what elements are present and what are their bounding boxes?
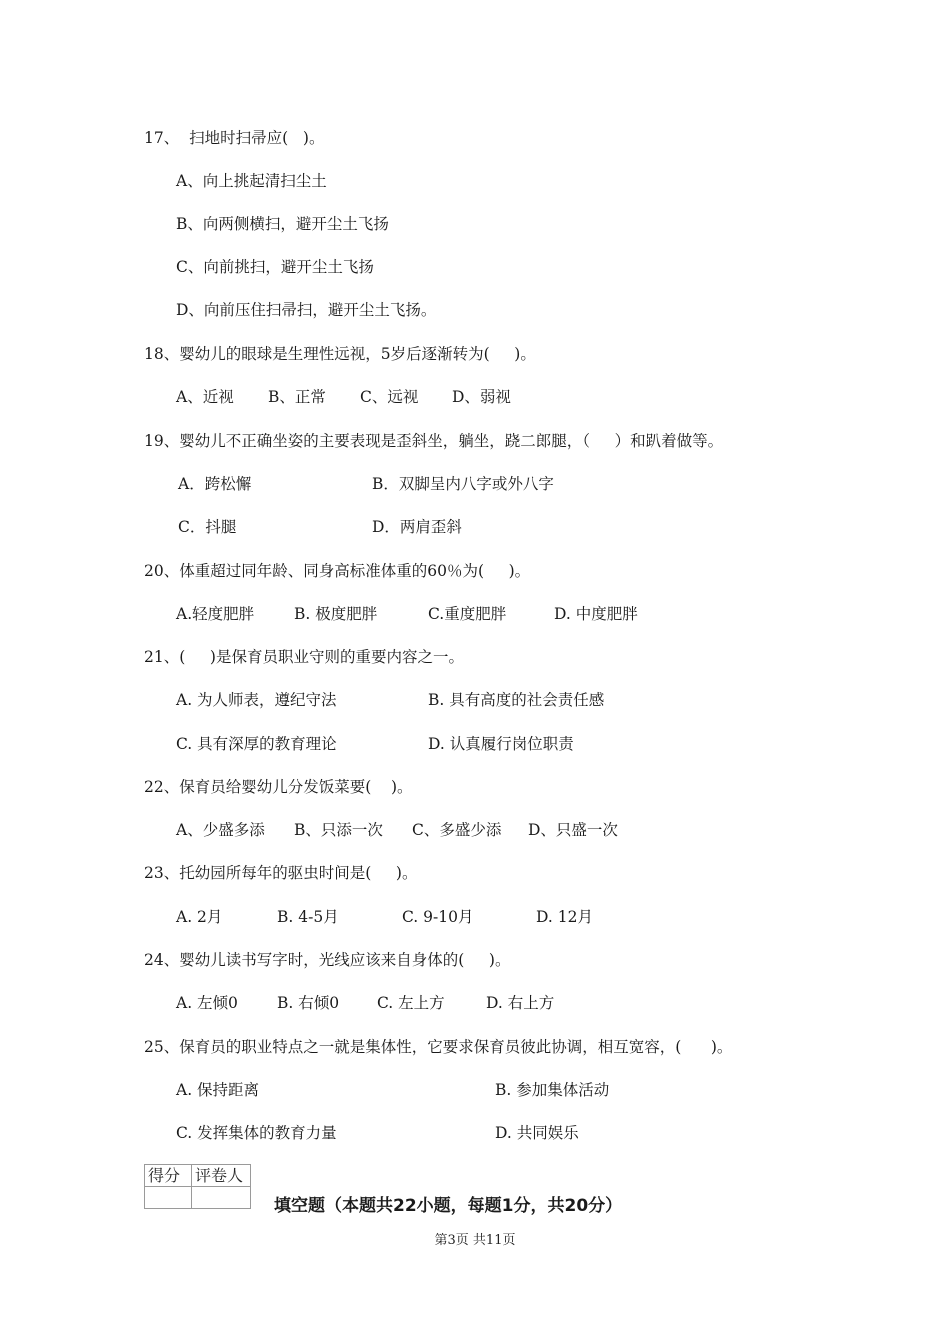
question-17-option-b: B、向两侧横扫，避开尘土飞扬 — [176, 215, 389, 233]
question-24-option-c: C. 左上方 — [377, 994, 445, 1012]
question-20-stem: 20、体重超过同年龄、同身高标准体重的60％为( )。 — [144, 562, 531, 580]
question-19-option-d: D．两肩歪斜 — [372, 518, 462, 536]
question-22-option-b: B、只添一次 — [294, 821, 383, 839]
reviewer-label: 评卷人 — [192, 1165, 251, 1187]
question-25-option-c: C. 发挥集体的教育力量 — [176, 1124, 337, 1142]
question-25-stem: 25、保育员的职业特点之一就是集体性，它要求保育员彼此协调，相互宽容，( )。 — [144, 1038, 733, 1056]
section-title: 填空题（本题共22小题，每题1分，共20分） — [274, 1196, 623, 1216]
question-25-option-b: B. 参加集体活动 — [495, 1081, 610, 1099]
question-18-option-c: C、远视 — [360, 388, 419, 406]
question-17-option-d: D、向前压住扫帚扫，避开尘土飞扬。 — [176, 301, 437, 319]
question-23-option-c: C. 9-10月 — [402, 908, 474, 926]
score-cell — [145, 1187, 192, 1209]
score-label: 得分 — [145, 1165, 192, 1187]
reviewer-cell — [192, 1187, 251, 1209]
question-20-option-b: B. 极度肥胖 — [294, 605, 378, 623]
question-18-stem: 18、婴幼儿的眼球是生理性远视，5岁后逐渐转为( )。 — [144, 345, 536, 363]
question-21-stem: 21、( )是保育员职业守则的重要内容之一。 — [144, 648, 464, 666]
question-21-option-a: A. 为人师表，遵纪守法 — [176, 691, 337, 709]
question-21-option-c: C. 具有深厚的教育理论 — [176, 735, 337, 753]
question-23-option-b: B. 4-5月 — [277, 908, 339, 926]
question-23-stem: 23、托幼园所每年的驱虫时间是( )。 — [144, 864, 418, 882]
question-23-option-d: D. 12月 — [536, 908, 593, 926]
question-23-option-a: A. 2月 — [176, 908, 223, 926]
question-22-option-a: A、少盛多添 — [176, 821, 265, 839]
question-24-option-b: B. 右倾0 — [277, 994, 340, 1012]
question-22-option-d: D、只盛一次 — [528, 821, 618, 839]
question-24-stem: 24、婴幼儿读书写字时，光线应该来自身体的( )。 — [144, 951, 511, 969]
question-17-option-c: C、向前挑扫，避开尘土飞扬 — [176, 258, 374, 276]
question-18-option-b: B、正常 — [268, 388, 326, 406]
question-20-option-c: C.重度肥胖 — [428, 605, 507, 623]
question-22-option-c: C、多盛少添 — [412, 821, 502, 839]
question-25-option-a: A. 保持距离 — [176, 1081, 260, 1099]
question-24-option-d: D. 右上方 — [486, 994, 555, 1012]
question-18-option-a: A、近视 — [176, 388, 234, 406]
question-22-stem: 22、保育员给婴幼儿分发饭菜要( )。 — [144, 778, 413, 796]
question-19-option-b: B．双脚呈内八字或外八字 — [372, 475, 554, 493]
score-table — [144, 1164, 251, 1209]
question-17-stem: 17、 扫地时扫帚应( )。 — [144, 129, 325, 147]
question-19-option-c: C．抖腿 — [178, 518, 237, 536]
question-25-option-d: D. 共同娱乐 — [495, 1124, 579, 1142]
question-20-option-a: A.轻度肥胖 — [176, 605, 255, 623]
question-21-option-b: B. 具有高度的社会责任感 — [428, 691, 605, 709]
question-21-option-d: D. 认真履行岗位职责 — [428, 735, 574, 753]
question-19-option-a: A．跨松懈 — [178, 475, 252, 493]
question-19-stem: 19、婴幼儿不正确坐姿的主要表现是歪斜坐，躺坐，跷二郎腿，（ ）和趴着做等。 — [144, 432, 724, 450]
page-footer: 第3页 共11页 — [434, 1233, 516, 1248]
question-24-option-a: A. 左倾0 — [176, 994, 238, 1012]
question-18-option-d: D、弱视 — [452, 388, 511, 406]
question-20-option-d: D. 中度肥胖 — [554, 605, 638, 623]
question-17-option-a: A、向上挑起清扫尘土 — [176, 172, 327, 190]
